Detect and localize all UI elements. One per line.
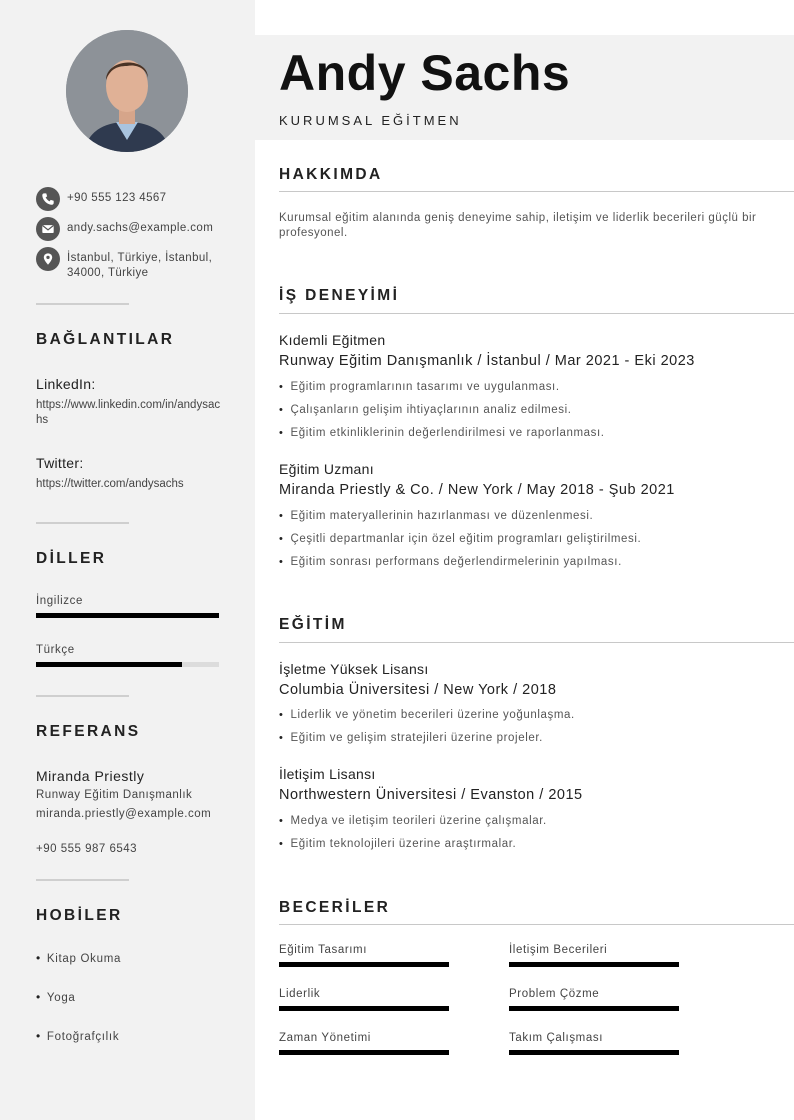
skill-bar bbox=[279, 1006, 449, 1011]
about-text: Kurumsal eğitim alanında geniş deneyime sahip, iletişim ve liderlik becerileri güçlü bir profesyonel. bbox=[279, 212, 757, 239]
list-item: • Medya ve iletişim teorileri üzerine çalışmalar. bbox=[279, 815, 547, 827]
hobby-item: • Fotoğrafçılık bbox=[36, 1029, 120, 1043]
skill-label: Liderlik bbox=[279, 988, 321, 1000]
list-item-text: Eğitim teknolojileri üzerine araştırmalar. bbox=[290, 838, 517, 850]
reference-email[interactable]: miranda.priestly@example.com bbox=[36, 808, 212, 820]
person-name: Andy Sachs bbox=[279, 45, 571, 101]
list-item: • Eğitim materyallerinin hazırlanması ve düzenlenmesi. bbox=[279, 510, 594, 522]
profile-photo bbox=[66, 30, 188, 152]
map-pin-icon bbox=[36, 247, 60, 271]
list-item-text: Medya ve iletişim teorileri üzerine çalışmalar. bbox=[290, 815, 547, 827]
skill-bar bbox=[279, 1050, 449, 1055]
list-item: • Çeşitli departmanlar için özel eğitim programları geliştirilmesi. bbox=[279, 533, 642, 545]
list-item: • Liderlik ve yönetim becerileri üzerine yoğunlaşma. bbox=[279, 709, 575, 721]
skill-label: İletişim Becerileri bbox=[509, 944, 608, 956]
job-role: Eğitim Uzmanı bbox=[279, 461, 374, 477]
skill-bar bbox=[279, 962, 449, 967]
envelope-icon bbox=[36, 217, 60, 241]
skill-bar bbox=[509, 962, 679, 967]
linkedin-link[interactable]: https://www.linkedin.com/in/andysachs bbox=[36, 399, 221, 426]
twitter-link[interactable]: https://twitter.com/andysachs bbox=[36, 478, 184, 490]
reference-name: Miranda Priestly bbox=[36, 768, 145, 784]
divider bbox=[36, 879, 129, 881]
job-org: Runway Eğitim Danışmanlık / İstanbul / Mar 2021 - Eki 2023 bbox=[279, 353, 695, 369]
education-degree: İşletme Yüksek Lisansı bbox=[279, 661, 429, 677]
language-bar bbox=[36, 662, 219, 667]
phone-text: +90 555 123 4567 bbox=[67, 192, 167, 204]
divider bbox=[36, 303, 129, 305]
skill-bar-fill bbox=[509, 1006, 679, 1011]
section-rule bbox=[279, 924, 794, 925]
skill-bar bbox=[509, 1006, 679, 1011]
section-rule bbox=[279, 642, 794, 643]
reference-company: Runway Eğitim Danışmanlık bbox=[36, 789, 193, 801]
skill-bar-fill bbox=[279, 1050, 449, 1055]
language-label: İngilizce bbox=[36, 595, 83, 607]
section-rule bbox=[279, 313, 794, 314]
list-item-text: Eğitim ve gelişim stratejileri üzerine projeler. bbox=[290, 732, 543, 744]
list-item-text: Eğitim etkinliklerinin değerlendirilmesi ve raporlanması. bbox=[290, 427, 605, 439]
education-degree: İletişim Lisansı bbox=[279, 766, 376, 782]
skill-bar-fill bbox=[279, 962, 449, 967]
list-item: • Eğitim teknolojileri üzerine araştırmalar. bbox=[279, 838, 517, 850]
skill-bar bbox=[509, 1050, 679, 1055]
language-bar-fill bbox=[36, 613, 219, 618]
skill-label: Zaman Yönetimi bbox=[279, 1032, 371, 1044]
job-role: Kıdemli Eğitmen bbox=[279, 332, 386, 348]
hobby-item: • Kitap Okuma bbox=[36, 951, 122, 965]
language-label: Türkçe bbox=[36, 644, 75, 656]
reference-phone: +90 555 987 6543 bbox=[36, 843, 138, 855]
list-item-text: Liderlik ve yönetim becerileri üzerine yoğunlaşma. bbox=[290, 709, 575, 721]
contact-address bbox=[36, 247, 226, 281]
twitter-label: Twitter: bbox=[36, 455, 84, 471]
sidebar bbox=[0, 0, 255, 1120]
hobby-item: • Yoga bbox=[36, 990, 76, 1004]
list-item: • Eğitim ve gelişim stratejileri üzerine projeler. bbox=[279, 732, 543, 744]
languages-title: DİLLER bbox=[36, 550, 107, 567]
skill-bar-fill bbox=[509, 1050, 679, 1055]
hobbies-title: HOBİLER bbox=[36, 907, 123, 924]
hobby-label: Yoga bbox=[46, 992, 76, 1004]
education-title: EĞİTİM bbox=[279, 616, 347, 633]
divider bbox=[36, 695, 129, 697]
list-item-text: Çalışanların gelişim ihtiyaçlarının analiz edilmesi. bbox=[290, 404, 572, 416]
about-title: HAKKIMDA bbox=[279, 166, 383, 183]
list-item-text: Çeşitli departmanlar için özel eğitim programları geliştirilmesi. bbox=[290, 533, 642, 545]
contact-email bbox=[36, 217, 226, 241]
list-item: • Çalışanların gelişim ihtiyaçlarının analiz edilmesi. bbox=[279, 404, 572, 416]
section-rule bbox=[279, 191, 794, 192]
skill-bar-fill bbox=[279, 1006, 449, 1011]
list-item: • Eğitim programlarının tasarımı ve uygulanması. bbox=[279, 381, 560, 393]
list-item-text: Eğitim programlarının tasarımı ve uygulanması. bbox=[290, 381, 560, 393]
skill-label: Takım Çalışması bbox=[509, 1032, 603, 1044]
list-item-text: Eğitim sonrası performans değerlendirmelerinin yapılması. bbox=[290, 556, 622, 568]
skill-label: Eğitim Tasarımı bbox=[279, 944, 368, 956]
list-item: • Eğitim sonrası performans değerlendirmelerinin yapılması. bbox=[279, 556, 622, 568]
linkedin-label: LinkedIn: bbox=[36, 376, 96, 392]
skill-label: Problem Çözme bbox=[509, 988, 600, 1000]
list-item: • Eğitim etkinliklerinin değerlendirilmesi ve raporlanması. bbox=[279, 427, 605, 439]
skill-bar-fill bbox=[509, 962, 679, 967]
language-bar bbox=[36, 613, 219, 618]
main-content bbox=[255, 0, 794, 1120]
email-text: andy.sachs@example.com bbox=[67, 222, 214, 234]
education-school: Columbia Üniversitesi / New York / 2018 bbox=[279, 682, 557, 698]
job-title: KURUMSAL EĞİTMEN bbox=[279, 113, 462, 128]
language-bar-fill bbox=[36, 662, 182, 667]
skills-title: BECERİLER bbox=[279, 899, 391, 916]
hobby-label: Kitap Okuma bbox=[46, 953, 122, 965]
list-item-text: Eğitim materyallerinin hazırlanması ve düzenlenmesi. bbox=[290, 510, 594, 522]
contact-phone bbox=[36, 187, 226, 211]
hobby-label: Fotoğrafçılık bbox=[46, 1031, 120, 1043]
phone-icon bbox=[36, 187, 60, 211]
job-org: Miranda Priestly & Co. / New York / May 2018 - Şub 2021 bbox=[279, 482, 675, 498]
divider bbox=[36, 522, 129, 524]
links-title: BAĞLANTILAR bbox=[36, 331, 175, 348]
education-school: Northwestern Üniversitesi / Evanston / 2015 bbox=[279, 787, 583, 803]
reference-title: REFERANS bbox=[36, 723, 141, 740]
experience-title: İŞ DENEYİMİ bbox=[279, 287, 400, 304]
address-text: İstanbul, Türkiye, İstanbul, 34000, Türkiye bbox=[67, 252, 213, 279]
